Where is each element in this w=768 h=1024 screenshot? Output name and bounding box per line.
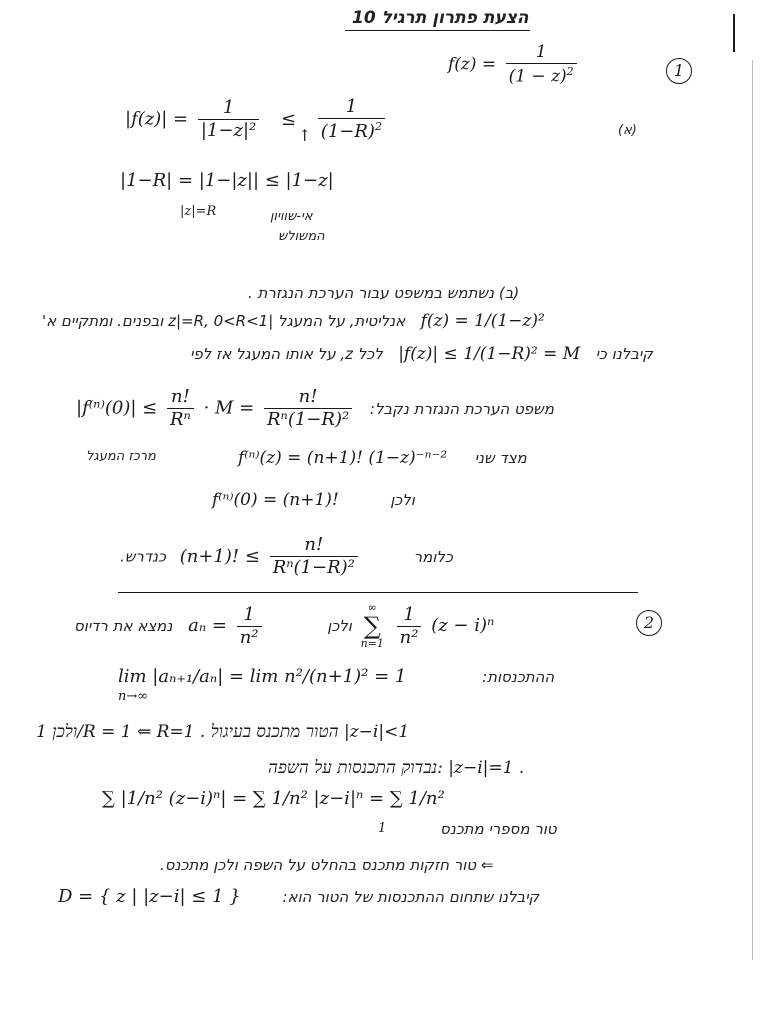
q1b-line1: (ב) נשתמש במשפט עבור הערכת הנגזרת . [248,284,520,302]
q1b-line4: |f⁽ⁿ⁾(0)| ≤ $\frac{n!}{\text{Rⁿ}}$ · M = $\frac{n!}{\text{Rⁿ(1−R)²}}$ משפט הערכת הנגזרת נקבל: [76,386,554,430]
q2-limit-sub: n→∞ [118,689,149,704]
q2-final-line: D = { z | |z−i| ≤ 1 } קיבלנו שתחום ההתכנסות של הטור הוא: [58,886,540,907]
q1a-note-right-1: אי-שוויון [270,209,313,224]
q2-boundary-line: נבדוק התכנסות על השפה: |z−i|=1 . [268,758,525,778]
margin-line [733,14,735,52]
q1b-line2: אנליטית, על המעגל |z|=R, 0<R<1 ובפנים. ומתקיים א' f(z) = 1/(1−z)² [42,311,545,331]
q1-marker: 1 [666,58,692,84]
q1a-marker: (א) [618,123,637,138]
q2-conclusion: ⇐ טור חזקות מתכנס בהחלט על השפה ולכן מתכנס. [160,856,494,874]
q1a-inequality: |f(z)| = $\frac{1}{\text{|1−z|²}}$ ≤ $\frac{1}{(1-R)^2}$ [125,98,389,141]
q1a-arrow: ↑ [298,126,312,145]
q1b-line7: כנדרש. (n+1)! ≤ $\frac{n!}{\text{Rⁿ(1−R)²}}$ כלומר [120,534,453,578]
q2-abs-series: ∑ |1/n² (z−i)ⁿ| = ∑ 1/n² |z−i|ⁿ = ∑ 1/n² [102,788,445,809]
q1b-line5: f⁽ⁿ⁾(z) = (n+1)! (1−z)⁻ⁿ⁻² מצד שני [238,448,527,468]
q1-function-definition: f(z) = $\frac{1}{(1 - z)^2}$ [448,44,581,86]
margin-line-long [752,60,753,960]
q2-limit-line: lim |aₙ₊₁/aₙ| = lim n²/(n+1)² = 1 ההתכנסות: [118,666,555,687]
page-title: הצעת פתרון תרגיל 10 [352,8,529,28]
q1b-center-note: מרכז המעגל [86,449,156,464]
q1a-note-right-2: המשולש [278,229,325,244]
q2-abs-tail: טור מספרי מתכנס [440,820,557,838]
q2-radius-line: ולכן 1/R = 1 ⇐ R=1 . הטור מתכנס בעיגול |z−i|<1 [36,722,410,742]
q1a-triangle-line: |1−R| = |1−|z|| ≤ |1−z| [120,170,334,191]
section-divider [118,592,638,593]
q1b-line6: f⁽ⁿ⁾(0) = (n+1)! ולכן [212,490,415,510]
q2-marker: 2 [636,610,662,636]
title-underline [345,30,530,31]
q2-abs-note: 1 [378,821,387,836]
q2-series-line: נמצא את רדיוס aₙ = $\frac{1}{\text{n²}}$ ולכן ∞ ∑ n=1 $\frac{1}{\text{n²}}$ (z − i)ⁿ [74,601,495,651]
q1b-line3: לכל z, על אותו המעגל אז לפי |f(z)| ≤ 1/(1−R)² = M קיבלנו כי [190,344,653,364]
q2-sigma: ∞ ∑ n=1 [360,601,384,651]
q1-function-fraction: $\frac{1}{(1 - z)^2}$ [506,44,577,86]
q1a-note-left: |z|=R [180,204,217,219]
